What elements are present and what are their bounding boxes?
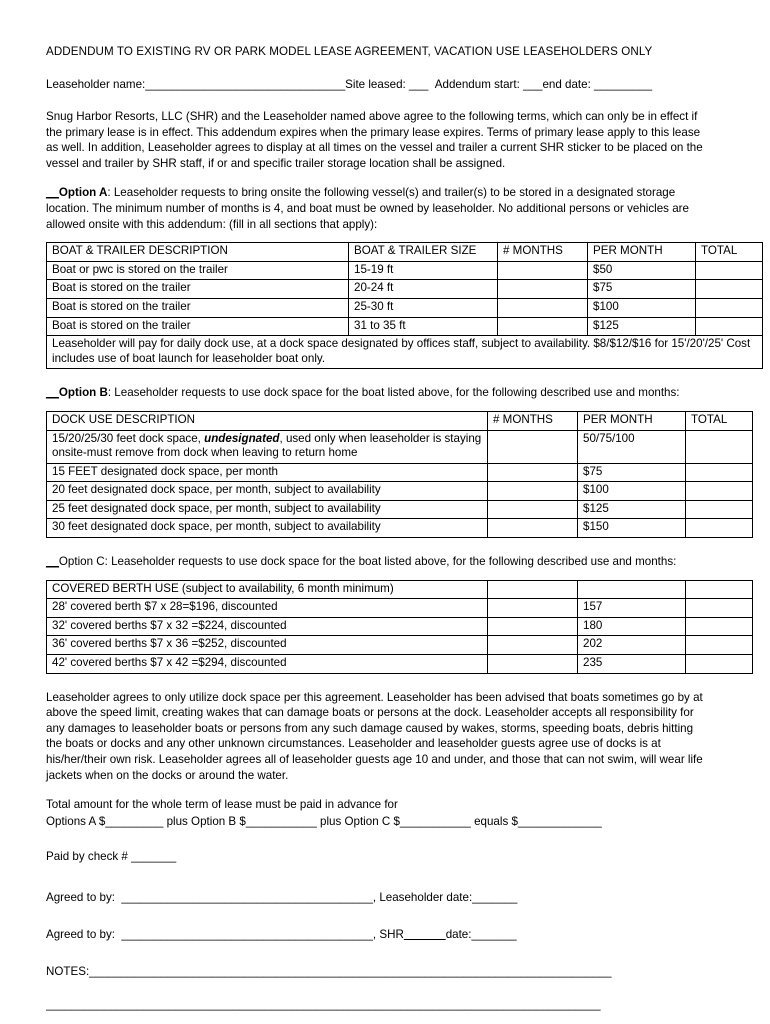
equals-amount-blank[interactable]: _____________ bbox=[517, 814, 602, 828]
leaseholder-signature-blank[interactable]: _______________________________________ bbox=[121, 891, 373, 905]
notes-blank[interactable]: _________________________________________________________________________________ bbox=[89, 965, 612, 979]
notes-second-rule[interactable]: ______________________________________________________________________________________ bbox=[46, 998, 601, 1012]
cell-months[interactable] bbox=[488, 430, 578, 463]
options-a-blank[interactable]: _________ bbox=[105, 814, 164, 828]
table-row bbox=[47, 636, 753, 655]
cell-size: 25-30 ft bbox=[349, 298, 498, 317]
table-row bbox=[47, 317, 763, 336]
notes-row bbox=[46, 964, 712, 979]
cell-description: Boat or pwc is stored on the trailer bbox=[47, 261, 349, 280]
cell-total[interactable] bbox=[686, 617, 753, 636]
page-title: ADDENDUM TO EXISTING RV OR PARK MODEL LEASE AGREEMENT, VACATION USE LEASEHOLDERS ONLY bbox=[46, 45, 653, 58]
cell-months[interactable] bbox=[488, 636, 578, 655]
plus-option-c-label: plus Option C $ bbox=[316, 814, 400, 828]
cell-description: 32' covered berths $7 x 32 =$224, discounted bbox=[47, 617, 488, 636]
cell-description: 28' covered berth $7 x 28=$196, discounted bbox=[47, 599, 488, 618]
cell-per-month: 202 bbox=[578, 636, 686, 655]
notes-label: NOTES: bbox=[46, 965, 90, 979]
cell-total[interactable] bbox=[686, 599, 753, 618]
cell-months[interactable] bbox=[488, 599, 578, 618]
cell-per-month: $50 bbox=[588, 261, 696, 280]
cell-text-before: 15/20/25/30 feet dock space, bbox=[52, 431, 205, 445]
site-leased-label: Site leased: bbox=[345, 78, 406, 91]
cell-description bbox=[47, 430, 488, 463]
cell-total[interactable] bbox=[696, 317, 763, 336]
site-leased-blank[interactable]: ___ bbox=[408, 78, 429, 91]
col-total: TOTAL bbox=[686, 411, 753, 430]
cell-emphasis-undesignated: undesignated bbox=[204, 431, 280, 445]
cell-total[interactable] bbox=[686, 430, 753, 463]
cell-size: 31 to 35 ft bbox=[349, 317, 498, 336]
cell-total[interactable] bbox=[686, 655, 753, 674]
cell-per-month: $100 bbox=[588, 298, 696, 317]
cell-months[interactable] bbox=[488, 519, 578, 538]
totals-fields-row bbox=[46, 814, 712, 831]
table-row bbox=[47, 463, 753, 482]
cell-months[interactable] bbox=[498, 317, 588, 336]
cell-description: 15 FEET designated dock space, per month bbox=[47, 463, 488, 482]
col-dock-use-description: DOCK USE DESCRIPTION bbox=[47, 411, 488, 430]
paid-by-check-label: Paid by check # bbox=[46, 850, 132, 864]
cell-total[interactable] bbox=[686, 463, 753, 482]
option-b-checkbox-blank[interactable]: __ bbox=[46, 386, 59, 400]
table-row bbox=[47, 599, 753, 618]
cell-description: 36' covered berths $7 x 36 =$252, discounted bbox=[47, 636, 488, 655]
cell-description: 20 feet designated dock space, per month, subject to availability bbox=[47, 482, 488, 501]
addendum-start-blank[interactable]: ___ bbox=[523, 78, 543, 91]
cell-description: 25 feet designated dock space, per month, subject to availability bbox=[47, 500, 488, 519]
col-blank-3 bbox=[686, 580, 753, 599]
cell-months[interactable] bbox=[488, 655, 578, 674]
col-blank-1 bbox=[488, 580, 578, 599]
cell-months[interactable] bbox=[498, 280, 588, 299]
equals-label: equals $ bbox=[470, 814, 518, 828]
table-row bbox=[47, 298, 763, 317]
option-b-label: Option B bbox=[58, 386, 108, 400]
cell-total[interactable] bbox=[686, 636, 753, 655]
cell-months[interactable] bbox=[488, 463, 578, 482]
paid-by-check-row bbox=[46, 849, 712, 864]
cell-per-month: 157 bbox=[578, 599, 686, 618]
end-date-label: end date: bbox=[542, 78, 591, 91]
table-row bbox=[47, 519, 753, 538]
cell-months[interactable] bbox=[488, 500, 578, 519]
plus-option-b-label: plus Option B $ bbox=[163, 814, 246, 828]
cell-description: Boat is stored on the trailer bbox=[47, 280, 349, 299]
end-date-blank[interactable]: _________ bbox=[594, 78, 653, 91]
table-footnote-row bbox=[47, 336, 763, 369]
cell-description: 30 feet designated dock space, per month, subject to availability bbox=[47, 519, 488, 538]
option-a-checkbox-blank[interactable]: __ bbox=[46, 186, 59, 200]
cell-footnote: Leaseholder will pay for daily dock use, at a dock space designated by offices staff, subject to availability. $8/$12/$16 for 15'/20'/25' Cost includes use of boat launch for leaseholder boat only. bbox=[47, 336, 763, 369]
cell-total[interactable] bbox=[696, 280, 763, 299]
col-total: TOTAL bbox=[696, 243, 763, 262]
shr-signature-blank[interactable]: _______________________________________ bbox=[121, 928, 373, 942]
option-a-paragraph bbox=[46, 185, 712, 232]
agreed-to-by-label: Agreed to by: bbox=[46, 891, 115, 905]
cell-total[interactable] bbox=[686, 519, 753, 538]
cell-size: 15-19 ft bbox=[349, 261, 498, 280]
leaseholder-name-blank[interactable]: _______________________________ bbox=[145, 78, 346, 91]
col-months: # MONTHS bbox=[498, 243, 588, 262]
cell-total[interactable] bbox=[696, 298, 763, 317]
cell-per-month: $125 bbox=[578, 500, 686, 519]
liability-paragraph: Leaseholder agrees to only utilize dock space per this agreement. Leaseholder has been advised that boats sometimes go by at above the speed limit, creating wakes that can damage boats or persons at the dock. Leaseholder accepts all responsibility for any damages to leaseholder boats or persons from any such damage caused by wakes, storms, speeding boats, debris hitting the boats or docks and any other unknown circumstances. Leaseholder and leaseholder guests agree use of docks is at his/her/their own risk. Leaseholder agrees all of leaseholder guests age 10 and under, and those that can not swim, will wear life jackets when on the docks or around the water. bbox=[46, 690, 703, 782]
leaseholder-date-label: date: bbox=[446, 891, 473, 905]
table-header-row bbox=[47, 580, 753, 599]
col-blank-2 bbox=[578, 580, 686, 599]
option-a-body: : Leaseholder requests to bring onsite the following vessel(s) and trailer(s) to be stored in a designated storage location. The minimum number of months is 4, and boat must be owned by leaseholder. No additional persons or vehicles are allowed onsite with this addendum: (fill in all sections that apply): bbox=[46, 186, 689, 231]
cell-per-month: 50/75/100 bbox=[578, 430, 686, 463]
options-a-label: Options A $ bbox=[46, 814, 106, 828]
agreed-to-by-label: Agreed to by: bbox=[46, 928, 115, 942]
cell-description: Boat is stored on the trailer bbox=[47, 298, 349, 317]
leaseholder-name-label: Leaseholder name: bbox=[46, 78, 146, 91]
option-b-amount-blank[interactable]: ___________ bbox=[245, 814, 317, 828]
option-b-body: : Leaseholder requests to use dock space for the boat listed above, for the following described use and months: bbox=[107, 386, 680, 400]
leaseholder-date-blank[interactable]: _______ bbox=[472, 891, 518, 905]
cell-per-month: $100 bbox=[578, 482, 686, 501]
option-c-paragraph bbox=[46, 554, 712, 570]
col-boat-trailer-size: BOAT & TRAILER SIZE bbox=[349, 243, 498, 262]
shr-date-label: date: bbox=[445, 928, 472, 942]
table-row bbox=[47, 261, 763, 280]
table-row bbox=[47, 482, 753, 501]
cell-per-month: $75 bbox=[578, 463, 686, 482]
cell-months[interactable] bbox=[488, 617, 578, 636]
col-per-month: PER MONTH bbox=[588, 243, 696, 262]
cell-per-month: $125 bbox=[588, 317, 696, 336]
table-row bbox=[47, 655, 753, 674]
table-header-row bbox=[47, 243, 763, 262]
table-row bbox=[47, 280, 763, 299]
cell-months[interactable] bbox=[488, 482, 578, 501]
shr-date-spacer bbox=[404, 928, 446, 941]
option-c-label: Option C: bbox=[58, 555, 108, 569]
col-boat-trailer-description: BOAT & TRAILER DESCRIPTION bbox=[47, 243, 349, 262]
leaseholder-signature-row bbox=[46, 890, 712, 905]
option-a-label: Option A bbox=[58, 186, 108, 200]
addendum-start-label: Addendum start: bbox=[434, 78, 520, 91]
dock-use-table bbox=[46, 411, 753, 538]
leaseholder-role-label: , Leaseholder bbox=[372, 891, 447, 905]
table-row bbox=[47, 617, 753, 636]
cell-total[interactable] bbox=[696, 261, 763, 280]
col-covered-berth-use: COVERED BERTH USE (subject to availability, 6 month minimum) bbox=[47, 580, 488, 599]
cell-total[interactable] bbox=[686, 482, 753, 501]
cell-months[interactable] bbox=[498, 298, 588, 317]
cell-description: Boat is stored on the trailer bbox=[47, 317, 349, 336]
cell-description: 42' covered berths $7 x 42 =$294, discounted bbox=[47, 655, 488, 674]
cell-text-after: , used only when leaseholder is staying onsite-must remove from dock when leaving to return home bbox=[52, 431, 482, 460]
option-b-paragraph bbox=[46, 385, 712, 401]
intro-paragraph: Snug Harbor Resorts, LLC (SHR) and the Leaseholder named above agree to the following terms, which can only be in effect if the primary lease is in effect. This addendum expires when the primary lease expires. Terms of primary lease apply to this lease as well. In addition, Leaseholder agrees to display at all times on the vessel and trailer a current SHR sticker to be placed on the vessel and trailer by SHR staff, if or and specific trailer storage location shall be assigned. bbox=[46, 110, 703, 170]
boat-and-trailer-table bbox=[46, 242, 763, 369]
cell-size: 20-24 ft bbox=[349, 280, 498, 299]
option-c-amount-blank[interactable]: ___________ bbox=[399, 814, 471, 828]
cell-per-month: $75 bbox=[588, 280, 696, 299]
cell-per-month: 180 bbox=[578, 617, 686, 636]
paid-by-check-blank[interactable]: _______ bbox=[131, 850, 177, 864]
cell-total[interactable] bbox=[686, 500, 753, 519]
col-per-month: PER MONTH bbox=[578, 411, 686, 430]
cell-months[interactable] bbox=[498, 261, 588, 280]
option-c-body: Leaseholder requests to use dock space for the boat listed above, for the following described use and months: bbox=[107, 555, 677, 569]
table-row bbox=[47, 430, 753, 463]
col-months: # MONTHS bbox=[488, 411, 578, 430]
table-row bbox=[47, 500, 753, 519]
shr-role-label: , SHR bbox=[372, 928, 404, 942]
totals-block bbox=[46, 797, 712, 1012]
shr-signature-row bbox=[46, 927, 712, 942]
shr-date-blank[interactable]: _______ bbox=[471, 928, 517, 942]
covered-berth-table bbox=[46, 580, 753, 674]
cell-per-month: $150 bbox=[578, 519, 686, 538]
totals-intro: Total amount for the whole term of lease must be paid in advance for bbox=[46, 798, 398, 812]
header-fields-row bbox=[46, 77, 712, 92]
table-header-row bbox=[47, 411, 753, 430]
cell-per-month: 235 bbox=[578, 655, 686, 674]
option-c-checkbox-blank[interactable]: __ bbox=[46, 555, 59, 569]
